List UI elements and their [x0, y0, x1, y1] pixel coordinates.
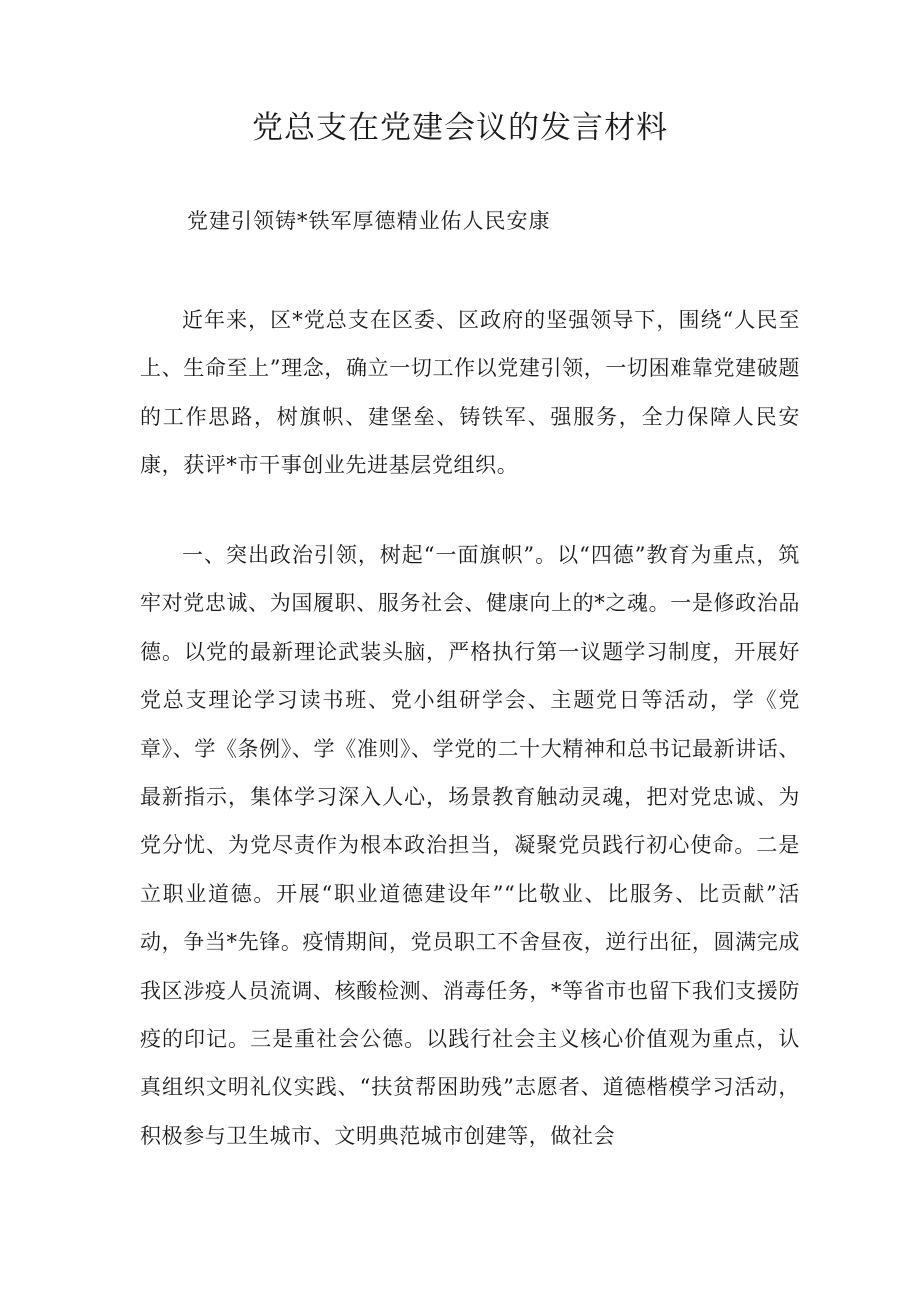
paragraph-section-one: 一、突出政治引领，树起“一面旗帜”。以“四德”教育为重点，筑牢对党忠诚、为国履职、服务社会、健康向上的*之魂。一是修政治品德。以党的最新理论武装头脑，严格执行第一议题学习制度，开展好党总支理论学习读书班、党小组研学会、主题党日等活动，学《党章》、学《条例》、学《准则》、学党的二十大精神和总书记最新讲话、最新指示，集体学习深入人心，场景教育触动灵魂，把对党忠诚、为党分忧、为党尽责作为根本政治担当，凝聚党员践行初心使命。二是立职业道德。开展“职业道德建设年”“比敬业、比服务、比贡献”活动，争当*先锋。疫情期间，党员职工不舍昼夜，逆行出征，圆满完成我区涉疫人员流调、核酸检测、消毒任务，*等省市也留下我们支援防疫的印记。三是重社会公德。以践行社会主义核心价值观为重点，认真组织文明礼仪实践、“扶贫帮困助残”志愿者、道德楷模学习活动，积极参与卫生城市、文明典范城市创建等，做社会 [140, 543, 800, 1148]
document-title: 党总支在党建会议的发言材料 [252, 110, 668, 146]
document-subtitle: 党建引领铸*铁军厚德精业佑人民安康 [187, 209, 551, 233]
paragraph-intro: 近年来，区*党总支在区委、区政府的坚强领导下，围绕“人民至上、生命至上”理念，确立一切工作以党建引领，一切困难靠党建破题的工作思路，树旗帜、建堡垒、铸铁军、强服务，全力保障人民安康，获评*市干事创业先进基层党组织。 [140, 308, 800, 478]
